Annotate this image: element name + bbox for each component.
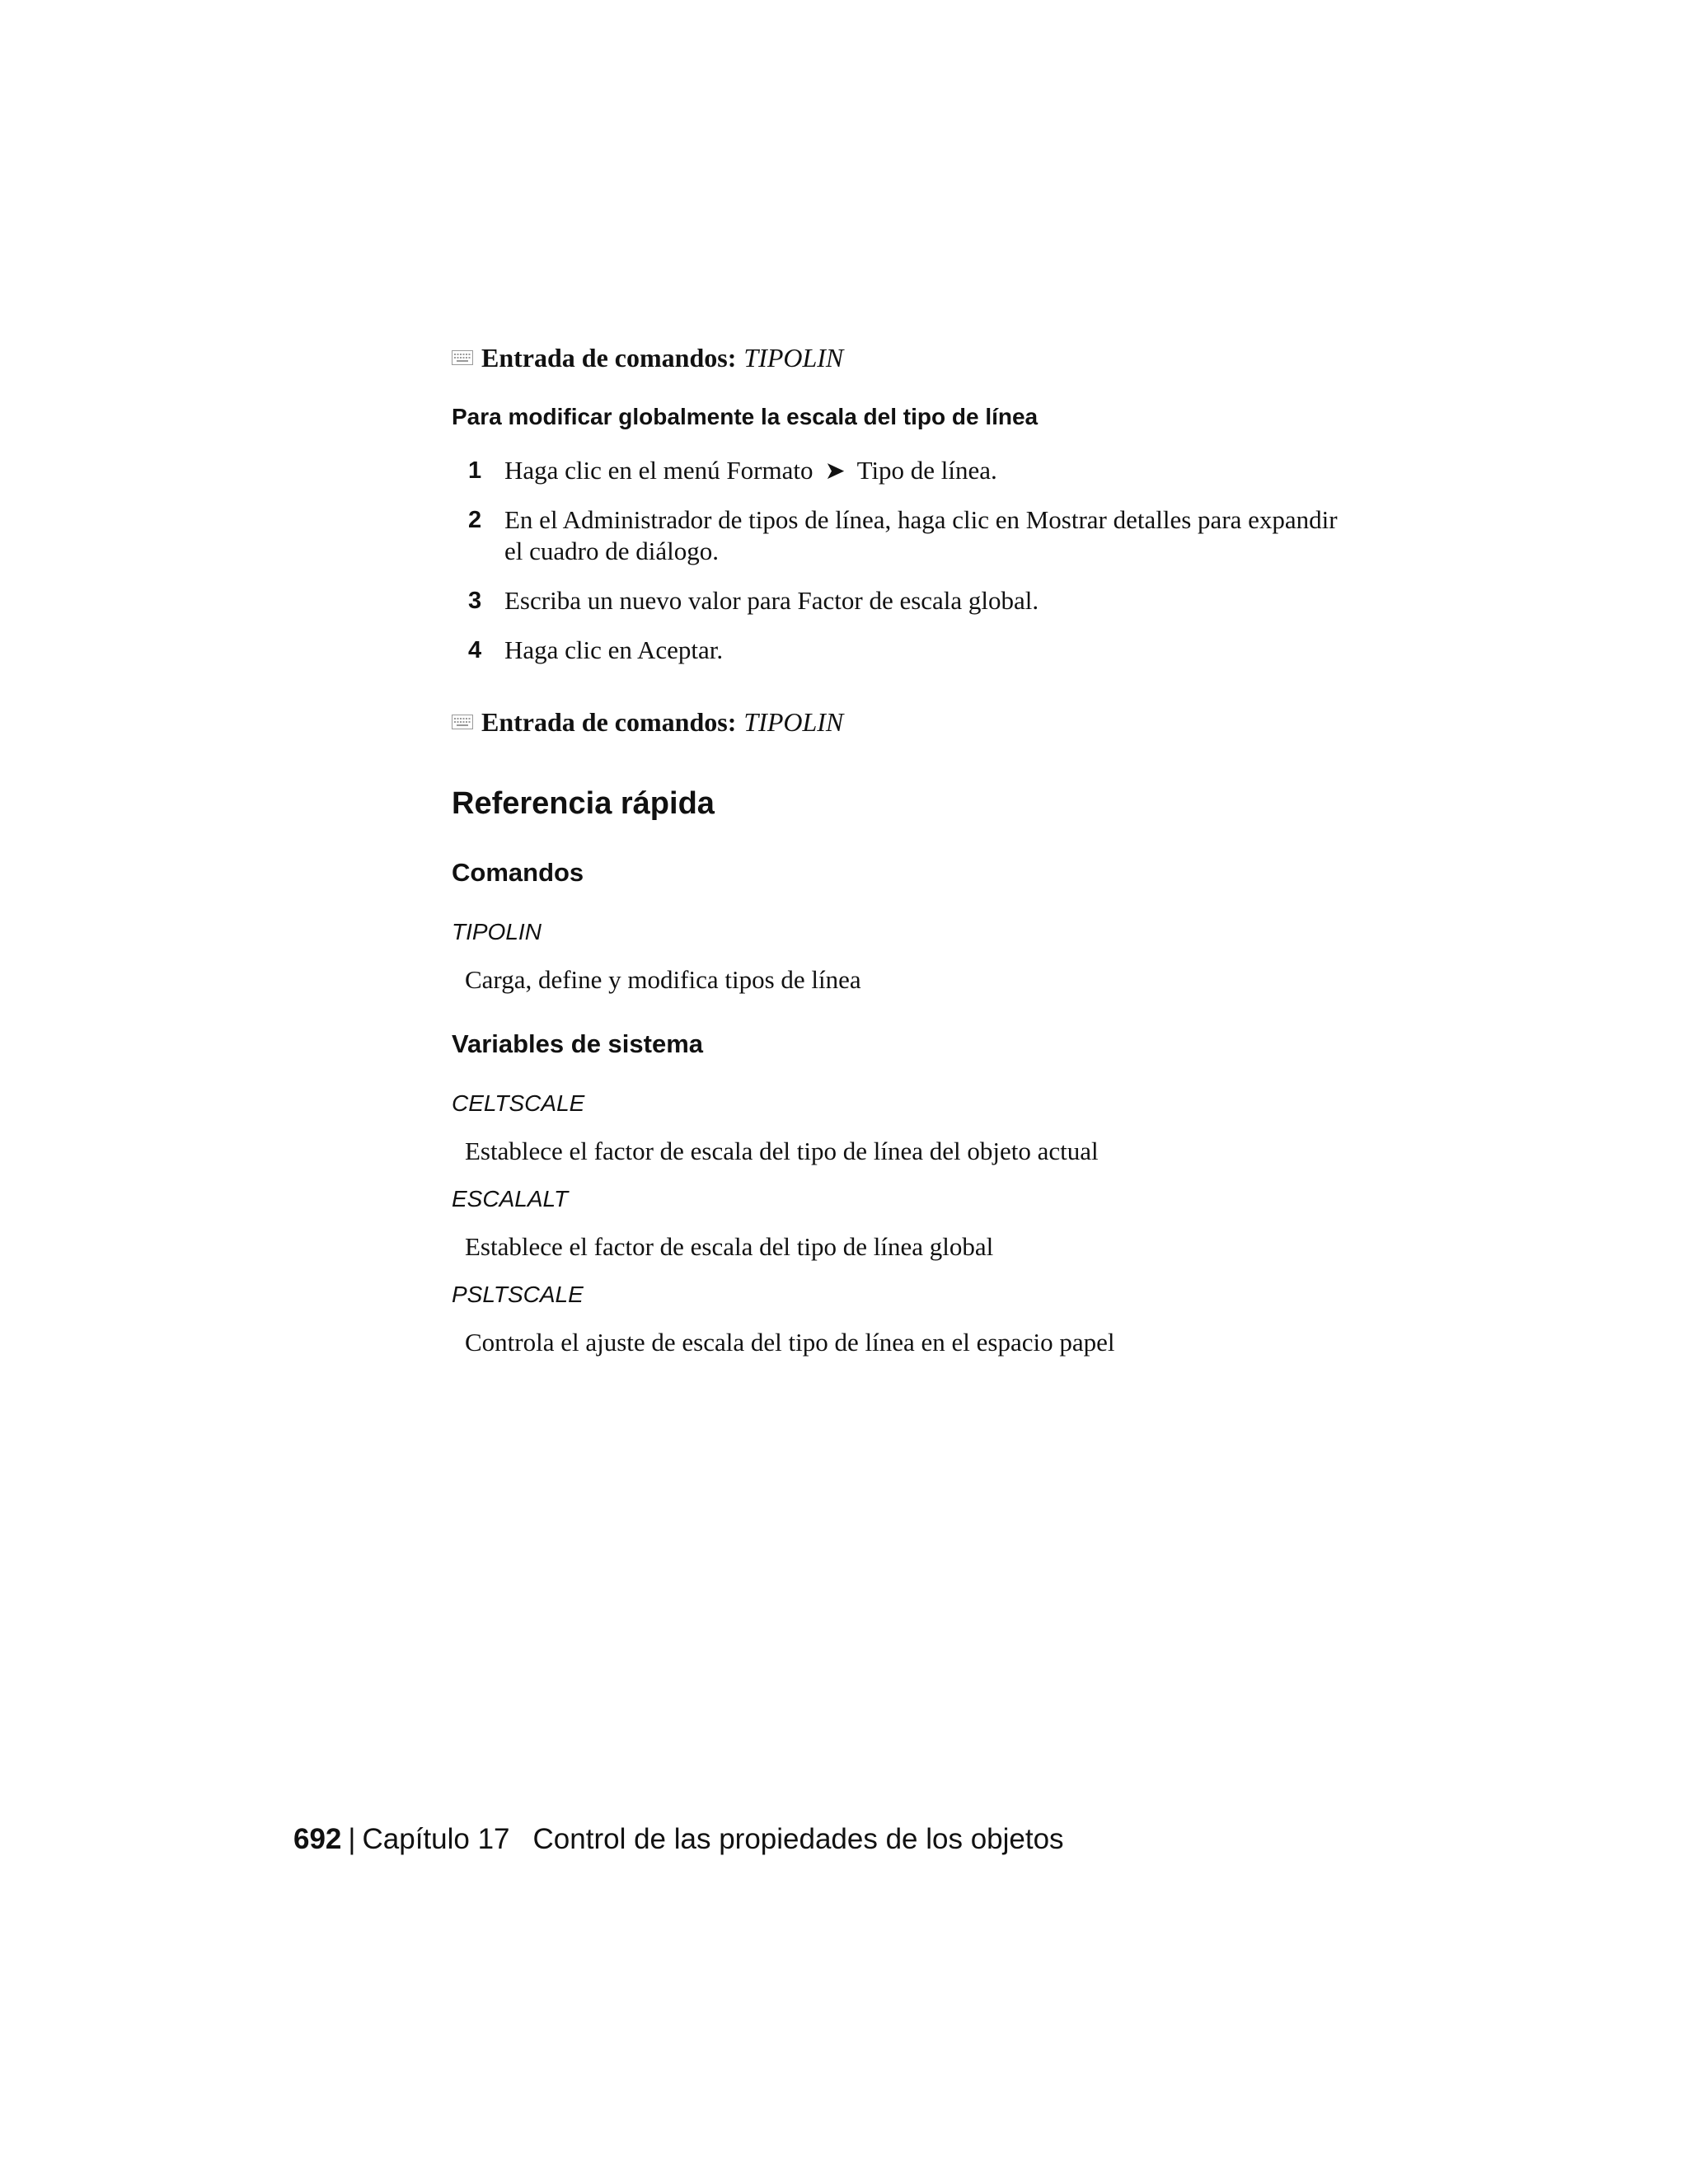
command-entry-value: TIPOLIN	[743, 343, 844, 373]
step-number: 4	[468, 637, 482, 663]
page-number: 692	[293, 1823, 342, 1855]
command-entry-1	[452, 341, 843, 374]
menu-arrow-icon: ➤	[824, 457, 846, 485]
step-text: Escriba un nuevo valor para Factor de escala global.	[504, 586, 1039, 615]
variable-description: Controla el ajuste de escala del tipo de línea en el espacio papel	[465, 1328, 1115, 1357]
step-4	[468, 635, 1358, 666]
command-entry-2	[452, 705, 843, 738]
step-text-before-arrow: Haga clic en el menú Formato	[504, 456, 814, 485]
procedure-heading: Para modificar globalmente la escala del tipo de línea	[452, 404, 1039, 429]
step-text: En el Administrador de tipos de línea, haga clic en Mostrar detalles para expandir el cuadro de diálogo.	[504, 505, 1338, 565]
chapter-title: Control de las propiedades de los objetos	[532, 1823, 1064, 1855]
step-number: 2	[468, 507, 482, 533]
keyboard-icon	[452, 350, 473, 365]
chapter-label: Capítulo 17	[362, 1823, 510, 1855]
keyboard-icon	[452, 715, 473, 729]
command-description: Carga, define y modifica tipos de línea	[465, 965, 861, 994]
variables-heading: Variables de sistema	[452, 1029, 704, 1058]
step-text-after-arrow: Tipo de línea.	[856, 456, 997, 485]
step-text	[504, 455, 1358, 487]
quick-reference-heading: Referencia rápida	[452, 786, 715, 821]
variable-description: Establece el factor de escala del tipo de línea global	[465, 1232, 994, 1261]
command-entry-label: Entrada de comandos:	[481, 707, 737, 737]
command-entry-value: TIPOLIN	[743, 707, 844, 737]
page-footer	[293, 1821, 1064, 1858]
variable-term: CELTSCALE	[452, 1090, 585, 1116]
command-term: TIPOLIN	[452, 919, 542, 944]
step-number: 1	[468, 457, 482, 484]
step-3	[468, 585, 1358, 616]
variable-term: ESCALALT	[452, 1186, 569, 1212]
step-number: 3	[468, 588, 482, 614]
step-text: Haga clic en Aceptar.	[504, 635, 724, 664]
commands-heading: Comandos	[452, 858, 584, 887]
variable-description: Establece el factor de escala del tipo de línea del objeto actual	[465, 1137, 1099, 1165]
footer-separator: |	[348, 1823, 356, 1855]
variable-term: PSLTSCALE	[452, 1282, 584, 1307]
step-2	[468, 504, 1358, 567]
step-1	[468, 455, 1358, 487]
command-entry-label: Entrada de comandos:	[481, 343, 737, 373]
